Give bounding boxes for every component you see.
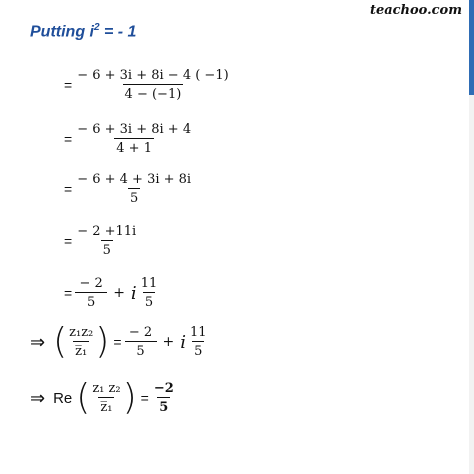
scroll-thumb[interactable]	[469, 0, 474, 95]
denominator: 5	[157, 397, 170, 415]
plus-sign: +	[162, 334, 175, 350]
implies-line	[30, 321, 209, 362]
equals-sign: =	[64, 285, 73, 301]
heading	[30, 22, 136, 41]
denominator: 5	[75, 292, 107, 310]
denominator: 5	[125, 341, 157, 359]
denominator: 5	[192, 341, 204, 359]
heading-exponent: 2	[93, 22, 100, 33]
numerator: z₁z₂	[69, 325, 94, 340]
step-5	[64, 276, 159, 310]
left-paren: (	[76, 377, 91, 418]
fraction	[75, 122, 193, 156]
denominator: z̅₁	[73, 341, 89, 359]
equals-sign: =	[64, 181, 73, 197]
real-part-fraction	[75, 276, 107, 310]
left-paren: (	[53, 321, 68, 362]
fraction	[75, 224, 138, 258]
real-part-fraction	[125, 325, 157, 359]
step-2	[64, 122, 193, 156]
fraction	[75, 68, 230, 102]
numerator: − 6 + 3i + 8i + 4	[77, 122, 192, 137]
heading-prefix: Putting i	[30, 23, 94, 41]
numerator: z₁ z₂	[92, 381, 121, 396]
implies-arrow: ⇒	[30, 331, 46, 353]
step-3	[64, 172, 193, 206]
scrollbar[interactable]	[469, 0, 474, 474]
numerator: 11	[140, 276, 158, 291]
denominator: 5	[128, 188, 140, 206]
numerator: − 2	[128, 325, 153, 340]
numerator: − 2 +11i	[77, 224, 137, 239]
denominator: 5	[101, 240, 113, 258]
denominator: 5	[143, 292, 155, 310]
plus-sign: +	[113, 285, 125, 301]
answer-fraction	[152, 381, 176, 415]
numerator: − 6 + 3i + 8i − 4 ( −1)	[77, 68, 229, 83]
right-paren: )	[95, 321, 110, 362]
z-fraction	[90, 381, 122, 415]
denominator: 4 + 1	[114, 138, 154, 156]
equals-sign: =	[113, 334, 122, 350]
imaginary-part-fraction	[139, 276, 160, 310]
real-part-operator: Re	[53, 389, 73, 407]
equals-sign: =	[64, 233, 73, 249]
equals-sign: =	[64, 77, 73, 93]
step-4	[64, 224, 138, 258]
imaginary-unit: i	[180, 331, 186, 353]
implies-arrow: ⇒	[30, 387, 46, 409]
denominator: z̅₁	[98, 397, 114, 415]
fraction	[75, 172, 193, 206]
imaginary-unit: i	[130, 282, 137, 304]
denominator: 4 − (−1)	[123, 84, 184, 102]
numerator: − 2	[79, 276, 103, 291]
equals-sign: =	[64, 131, 73, 147]
heading-suffix: = - 1	[99, 23, 137, 41]
numerator: 11	[190, 325, 207, 340]
brand-logo: teachoo.com	[369, 3, 462, 18]
z-fraction	[67, 325, 95, 359]
step-1	[64, 68, 231, 102]
real-part-line	[30, 377, 176, 418]
equals-sign: =	[140, 390, 149, 406]
numerator: −2	[153, 381, 174, 396]
numerator: − 6 + 4 + 3i + 8i	[77, 172, 192, 187]
right-paren: )	[122, 377, 137, 418]
imaginary-part-fraction	[188, 325, 209, 359]
